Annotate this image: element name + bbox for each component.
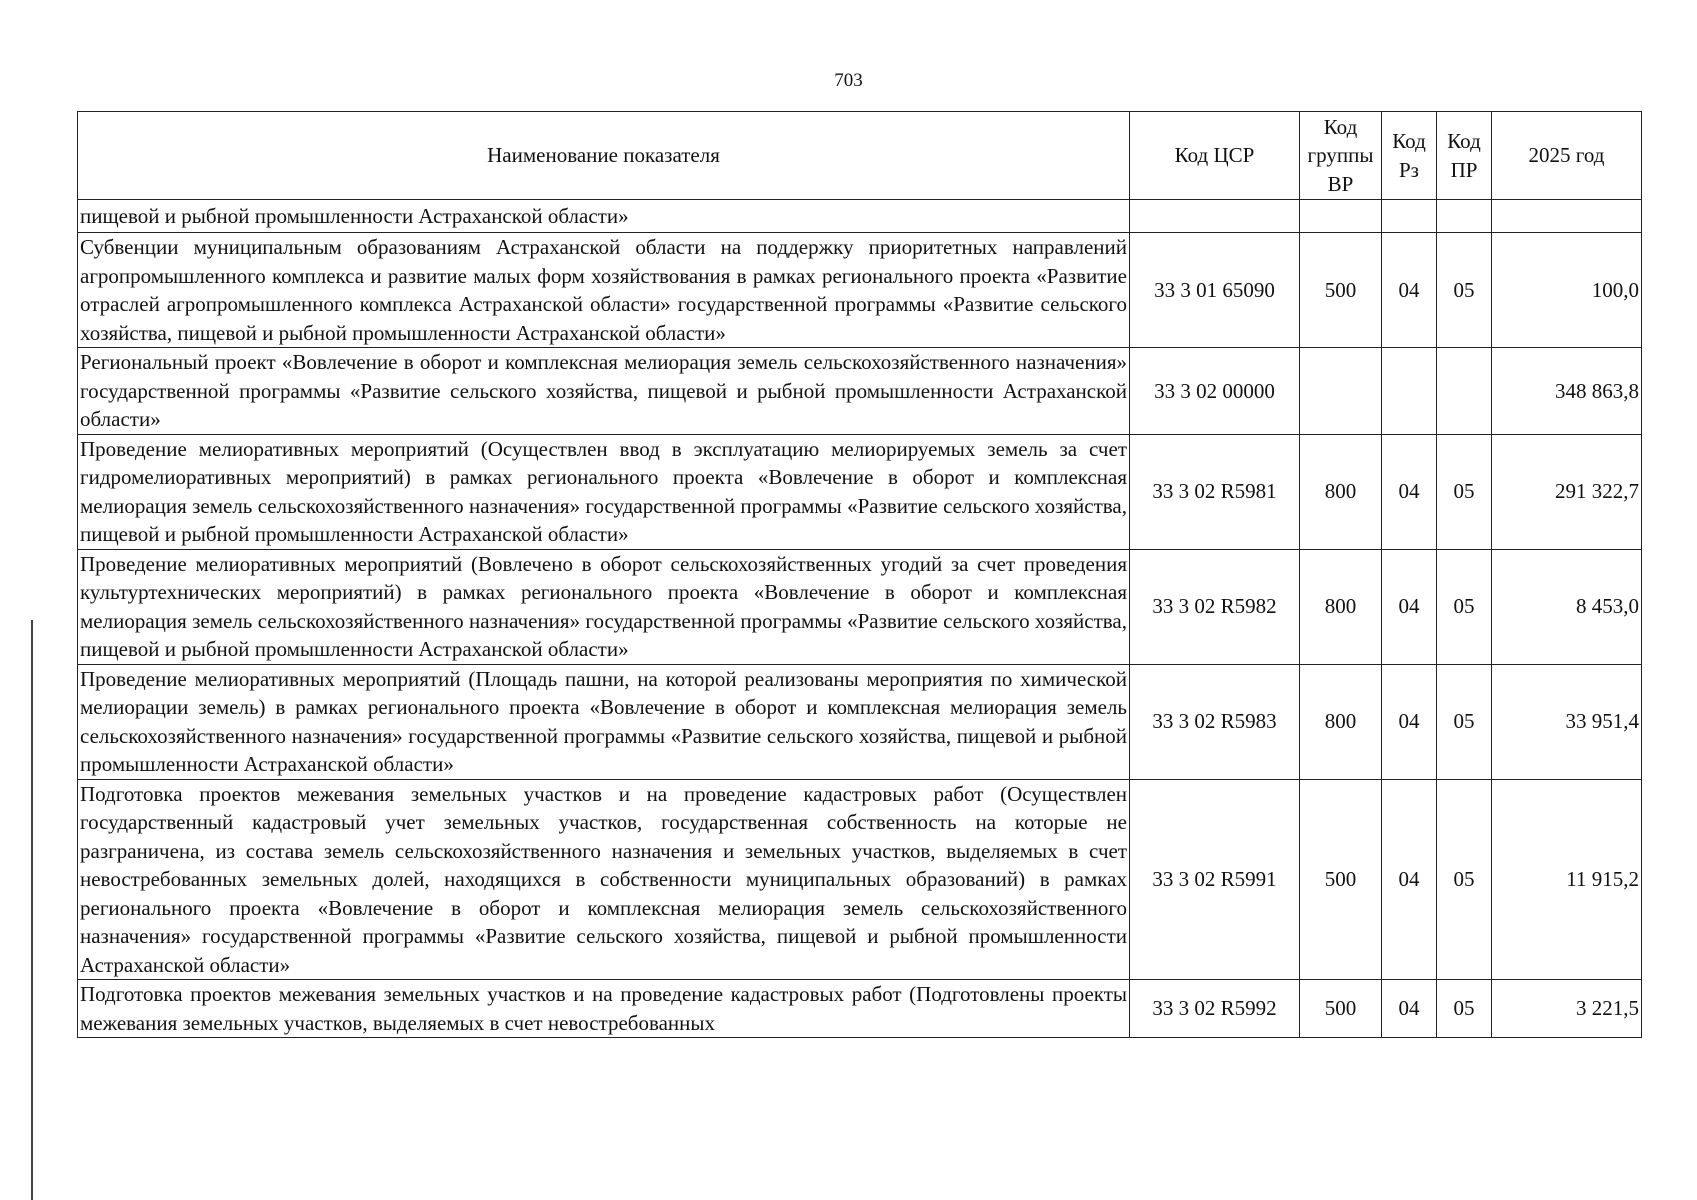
row-pr: 05 (1437, 549, 1492, 664)
row-name: Подготовка проектов межевания земельных участков и на проведение кадастровых работ (Осуществлен государственный кадастровый учет земельных участков, государственная собственность на которые не разграничена, из состава земель сельскохозяйственного назначения и земельных участков, выделяемых в счет невостребованных земельных долей, находящихся в собственности муниципальных образований) в рамках регионального проекта «Вовлечение в оборот и комплексная мелиорация земель сельскохозяйственного назначения» государственной программы «Развитие сельского хозяйства, пищевой и рыбной промышленности Астраханской области» (78, 779, 1130, 980)
header-year: 2025 год (1492, 112, 1642, 200)
row-rz (1382, 200, 1437, 233)
row-amount (1492, 200, 1642, 233)
row-csr: 33 3 02 00000 (1130, 348, 1300, 435)
row-vr: 500 (1300, 980, 1382, 1038)
row-name: Региональный проект «Вовлечение в оборот и комплексная мелиорация земель сельскохозяйственного назначения» государственной программы «Развитие сельского хозяйства, пищевой и рыбной промышленности Астраханской области» (78, 348, 1130, 435)
row-csr (1130, 200, 1300, 233)
row-amount: 3 221,5 (1492, 980, 1642, 1038)
row-amount: 100,0 (1492, 233, 1642, 348)
row-pr: 05 (1437, 233, 1492, 348)
row-rz: 04 (1382, 233, 1437, 348)
row-vr: 800 (1300, 664, 1382, 779)
row-vr (1300, 200, 1382, 233)
header-csr: Код ЦСР (1130, 112, 1300, 200)
table-row (78, 233, 1642, 348)
row-pr: 05 (1437, 779, 1492, 980)
row-rz: 04 (1382, 664, 1437, 779)
row-vr: 500 (1300, 779, 1382, 980)
row-amount: 33 951,4 (1492, 664, 1642, 779)
row-name: Проведение мелиоративных мероприятий (Вовлечено в оборот сельскохозяйственных угодий за счет проведения культуртехнических мероприятий) в рамках регионального проекта «Вовлечение в оборот и комплексная мелиорация земель сельскохозяйственного назначения» государственной программы «Развитие сельского хозяйства, пищевой и рыбной промышленности Астраханской области» (78, 549, 1130, 664)
row-vr: 800 (1300, 434, 1382, 549)
row-name: Субвенции муниципальным образованиям Астраханской области на поддержку приоритетных направлений агропромышленного комплекса и развитие малых форм хозяйствования в рамках регионального проекта «Развитие отраслей агропромышленного комплекса Астраханской области» государственной программы «Развитие сельского хозяйства, пищевой и рыбной промышленности Астраханской области» (78, 233, 1130, 348)
row-rz (1382, 348, 1437, 435)
binding-margin-line (31, 620, 33, 1200)
row-csr: 33 3 02 R5983 (1130, 664, 1300, 779)
row-pr (1437, 200, 1492, 233)
table-row (78, 664, 1642, 779)
row-pr: 05 (1437, 434, 1492, 549)
budget-table (77, 111, 1642, 1038)
row-csr: 33 3 02 R5991 (1130, 779, 1300, 980)
row-amount: 8 453,0 (1492, 549, 1642, 664)
row-rz: 04 (1382, 779, 1437, 980)
row-csr: 33 3 02 R5982 (1130, 549, 1300, 664)
table-row (78, 549, 1642, 664)
row-amount: 348 863,8 (1492, 348, 1642, 435)
row-rz: 04 (1382, 549, 1437, 664)
row-csr: 33 3 02 R5992 (1130, 980, 1300, 1038)
row-name: пищевой и рыбной промышленности Астраханской области» (78, 200, 1130, 233)
table-row (78, 980, 1642, 1038)
table-row (78, 434, 1642, 549)
row-pr (1437, 348, 1492, 435)
header-vr: Код группы ВР (1300, 112, 1382, 200)
table-row (78, 348, 1642, 435)
header-pr: Код ПР (1437, 112, 1492, 200)
row-rz: 04 (1382, 980, 1437, 1038)
row-pr: 05 (1437, 980, 1492, 1038)
header-name: Наименование показателя (78, 112, 1130, 200)
header-rz: Код Рз (1382, 112, 1437, 200)
row-amount: 291 322,7 (1492, 434, 1642, 549)
table-row (78, 200, 1642, 233)
row-vr (1300, 348, 1382, 435)
row-name: Проведение мелиоративных мероприятий (Осуществлен ввод в эксплуатацию мелиорируемых земель за счет гидромелиоративных мероприятий) в рамках регионального проекта «Вовлечение в оборот и комплексная мелиорация земель сельскохозяйственного назначения» государственной программы «Развитие сельского хозяйства, пищевой и рыбной промышленности Астраханской области» (78, 434, 1130, 549)
row-vr: 500 (1300, 233, 1382, 348)
row-pr: 05 (1437, 664, 1492, 779)
row-rz: 04 (1382, 434, 1437, 549)
row-csr: 33 3 01 65090 (1130, 233, 1300, 348)
row-name: Подготовка проектов межевания земельных участков и на проведение кадастровых работ (Подготовлены проекты межевания земельных участков, выделяемых в счет невостребованных (78, 980, 1130, 1038)
row-name: Проведение мелиоративных мероприятий (Площадь пашни, на которой реализованы мероприятия по химической мелиорации земель) в рамках регионального проекта «Вовлечение в оборот и комплексная мелиорация земель сельскохозяйственного назначения» государственной программы «Развитие сельского хозяйства, пищевой и рыбной промышленности Астраханской области» (78, 664, 1130, 779)
row-vr: 800 (1300, 549, 1382, 664)
row-amount: 11 915,2 (1492, 779, 1642, 980)
table-header-row (78, 112, 1642, 200)
table-row (78, 779, 1642, 980)
row-csr: 33 3 02 R5981 (1130, 434, 1300, 549)
page-number: 703 (834, 70, 863, 91)
